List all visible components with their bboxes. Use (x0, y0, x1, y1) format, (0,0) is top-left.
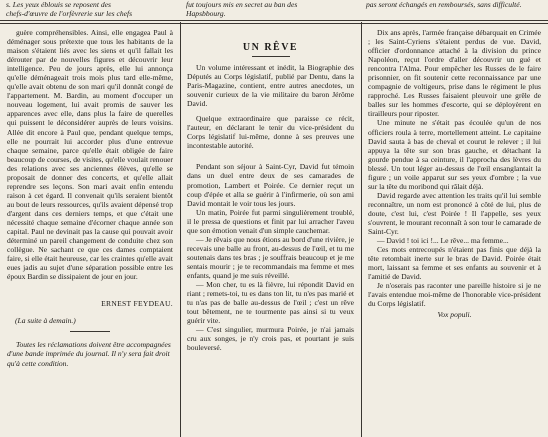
previous-page-strip (0, 0, 548, 20)
story-paragraph-4: — David ! toi ici !... Le rêve... ma femme... (377, 236, 509, 246)
article-paragraph-6: — Mon cher, tu es là fièvre, lui répondit David en riant ; remets-toi, tu es dans ton lit, tu n'es pas marié et tu n'as pas de balle au-dessus de l'œil ; c'est un rêve tout bêtement, ne te tourmente pas ainsi si tu veux guérir vite. (187, 280, 354, 326)
strip-left-line-1: s. Les yeux éblouis se reposent des (6, 0, 111, 9)
article-column (187, 28, 354, 434)
top-rule (0, 20, 548, 21)
title-rule (252, 56, 290, 57)
strip-left-line-2: chefs-d'œuvre de l'orfèvrerie sur les chefs (6, 9, 133, 18)
story-paragraph-6: Je n'oserais pas raconter une pareille histoire si je ne l'avais entendue moi-même de l'honorable vice-président du Corps législatif. (368, 281, 541, 309)
story-signoff: Vox populi. (437, 310, 472, 320)
column-divider-right (361, 22, 362, 437)
story-paragraph-3: David regarde avec attention les traits qu'il lui semble reconnaître, un nom est prononcé à côté de lui, plus de doute, c'est lui, c'est Poirée ! Il l'appelle, ses yeux s'ouvrent, le mourant reconnaît à son tour le camarade de Saint-Cyr. (368, 190, 541, 237)
story-paragraph-5: Ces mots entrecoupés n'étaient pas finis que déjà la tête retombait inerte sur le bras de David. Poirée était mort, laissant sa femme et ses enfants au souvenir et à l'amitié de David. (368, 245, 541, 282)
feuilleton-paragraph: guère compréhensibles. Ainsi, elle engagea Paul à déménager sous prétexte que tous les habitants de la maison s'étaient liés avec les siens et qu'il fallait les dérouter par de nouvelles figures et découvrir leur intelligence. Peu de jours après, elle lui annonça qu'elle déménageait trois mois plus tard elle-même, qu'elle avait obtenu de son mari qu'il donnât congé de l'appartement. M. Bardin, au moment d'occuper un nouveau logement, lui avait promis de sauver les apparences avec elle, dans plus la faire de querelles qui puissent le déconsidérer auprès de leurs voisins. Allée dit encore à Paul que, pendant quelque temps, elle ne pourrait lui accorder plus d'une entrevue chaque semaine, parce qu'elle était obligée de faire beaucoup de courses, de visites, qu'elle voulait renouer des relations avec ses anciennes élèves, qu'elle se proposait de donner des concerts, et qu'elle allait reprendre ses leçons. Son mari avait enfin entendu raison à cet égard. Il convenait qu'ils seraient bientôt au bout de leurs ressources, qu'ils avaient dépensé trop d'argent dans ces derniers temps, et que c'était une nécessité chaque semaine d'écorner chaque année son capital. Paul ne devinait pas la cause qui pouvait avoir déterminé un pareil changement de conduite chez son collègue. Ne sachant ce que ces dames comptaient faire, si elle était heureuse, car les craintes qu'elle avait eues jadis au sujet d'une séparation possible entre les époux Bardin se dissipaient de jour en jour. (7, 28, 173, 282)
article-paragraph-2: Quelque extraordinaire que paraisse ce récit, l'auteur, en déclarant le tenir du vice-président du Corps législatif lui-même, donne à ses preuves une incontestable autorité. (187, 114, 354, 151)
story-continuation-column (368, 28, 541, 434)
article-paragraph-1: Un volume intéressant et inédit, la Biographie des Députés au Corps législatif, publié par Dentu, dans la Paris-Magazine, contient, entre autres anecdotes, un souvenir curieux de la vie militaire du baron Jérôme David. (187, 63, 354, 109)
story-paragraph-2: Une minute ne s'était pas écoulée qu'un de nos officiers roula à terre, mortellement atteint. Le capitaine David sauta à bas de cheval et courut le relever ; il lui appuya la tête sur son bras gauche, et détachant la gourde pendue à sa ceinture, il l'approcha des lèvres du blessé. Un tout léger au-dessus de l'œil ensanglantait la figure ; un voile apparut sur ses yeux d'ombre ; la vue sur la tête du moribond qui râlait déjà. (368, 118, 541, 191)
feuilleton-column (7, 28, 173, 434)
strip-mid-line-2: Hapsbbourg. (186, 9, 226, 18)
article-paragraph-5: — Je rêvais que nous étions au bord d'une rivière, je recevais une balle au front, au-dessus de l'œil, et tu me soutenais dans tes bras ; je souffrais beaucoup et je me sentais mourir ; je te recommandais ma femme et mes enfants, quand je me suis réveillé. (187, 234, 354, 280)
continuation-notice: (La suite à demain.) (15, 316, 76, 326)
strip-mid-line-1: fut toujours mis en secret au ban des (186, 0, 298, 9)
subscriber-notice: Toutes les réclamations doivent être accompagnées d'une bande imprimée du journal. Il n'y sera fait droit qu'à cette condition. (7, 340, 171, 368)
article-paragraph-7: — C'est singulier, murmura Poirée, je n'ai jamais cru aux songes, je n'y crois pas, et pourtant je suis bouleversé. (187, 325, 354, 353)
story-paragraph-1: Dix ans après, l'armée française débarquait en Crimée ; les Saint-Cyriens s'étaient perdus de vue. David, officier d'ordonnance attaché à la division du prince Napoléon, reçut l'ordre d'aller découvrir un gué et rencontra l'Alma. Pour empêcher les Russes de le faire prisonnier, on fit soutenir cette reconnaissance par une compagnie de voltigeurs, prise dans le régiment le plus rapproché. Les Russes faisaient pleuvoir une grêle de balles sur les hommes d'escorte, qui se déployèrent en tirailleurs pour riposter. (368, 28, 541, 119)
top-rule-double (0, 23, 548, 24)
strip-right-line-1: pas seront échangés en remboursés, sans difficulté. (366, 0, 522, 9)
article-paragraph-3: Pendant son séjour à Saint-Cyr, David fut témoin dans un duel entre deux de ses camarades de promotion, Lambert et Poirée. Ce dernier reçut un coup d'épée et alla se guérir à l'infirmerie, où son ami David montait le voir tous les jours. (187, 162, 354, 208)
column-divider-left (180, 22, 181, 437)
author-signature: ERNEST FEYDEAU. (101, 299, 173, 309)
article-title: UN RÊVE (242, 42, 299, 53)
article-paragraph-4: Un matin, Poirée fut parmi singulièrement troublé, il le pressa de questions et finit par lui arracher l'aveu que son émotion venait d'un simple cauchemar. (187, 207, 354, 235)
notice-divider (70, 331, 110, 332)
